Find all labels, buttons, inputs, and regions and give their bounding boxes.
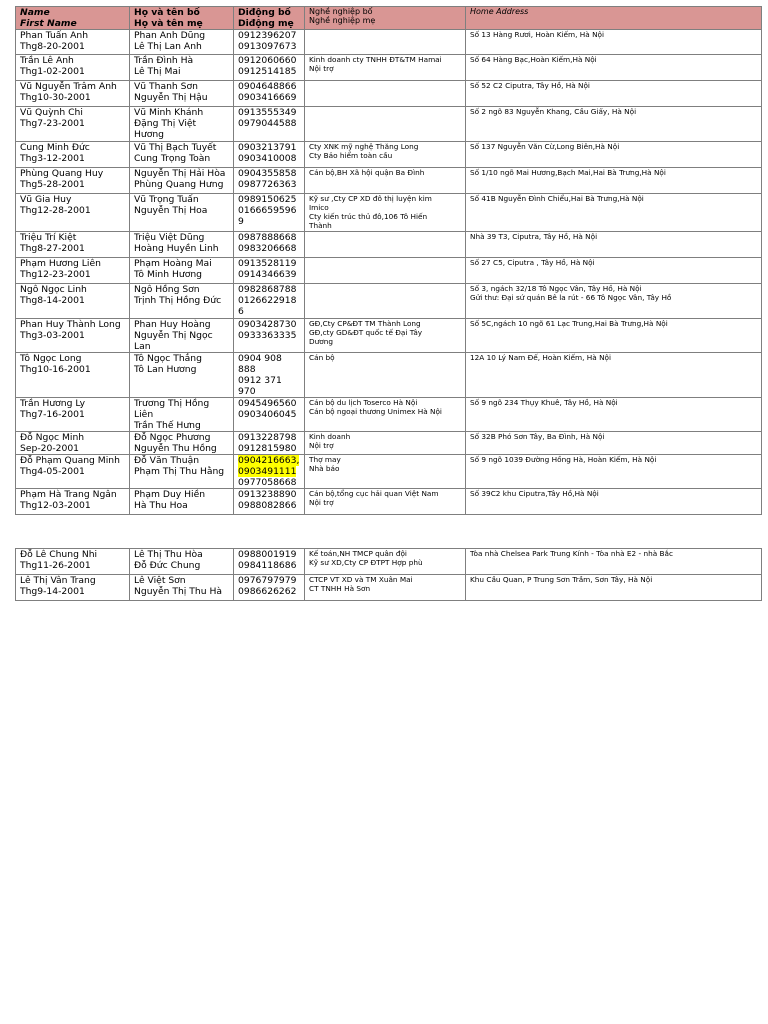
phones-line: 888 xyxy=(238,364,256,375)
phones-line: 0987726363 xyxy=(238,179,297,190)
phones-line: 0984118686 xyxy=(238,560,297,571)
student-cell xyxy=(16,194,130,232)
address-line: Số 2 ngõ 83 Nguyễn Khang, Cầu Giấy, Hà Nội xyxy=(470,107,637,116)
student-cell xyxy=(16,549,130,575)
jobs-cell xyxy=(305,398,466,432)
student-line: Thg9-14-2001 xyxy=(20,586,85,597)
table-row xyxy=(16,319,762,353)
parents-line: Phạm Hoàng Mai xyxy=(134,258,212,269)
phones-line: 0989150625 xyxy=(238,194,297,205)
student-line: Thg12-28-2001 xyxy=(20,205,91,216)
jobs-cell xyxy=(305,81,466,107)
jobs-line: GĐ,cty GD&ĐT quốc tế Đại Tây xyxy=(309,328,423,337)
parents-line: Tô Lan Hương xyxy=(134,364,197,375)
student-cell xyxy=(16,107,130,142)
phones-line: 0979044588 xyxy=(238,118,297,129)
phones-line: 0912815980 xyxy=(238,443,297,454)
jobs-line: Cty Bảo hiểm toàn cầu xyxy=(309,151,393,160)
parents-line: Trịnh Thị Hồng Đức xyxy=(134,295,222,306)
address-line: Số 39C2 khu Ciputra,Tây Hồ,Hà Nội xyxy=(470,489,599,498)
parents-line: Nguyễn Thị Thu Hà xyxy=(134,586,222,597)
parents-line: Ngô Hồng Sơn xyxy=(134,284,200,295)
phones-line: 0912 371 xyxy=(238,375,282,386)
student-line: Thg11-26-2001 xyxy=(20,560,91,571)
jobs-line: Kế toán,NH TMCP quân đội xyxy=(309,549,407,558)
student-cell xyxy=(16,168,130,194)
student-line: Vũ Quỳnh Chi xyxy=(20,107,83,118)
phones-line: 0986626262 xyxy=(238,586,297,597)
parents-line: Phùng Quang Hưng xyxy=(134,179,224,190)
student-line: Thg8-27-2001 xyxy=(20,243,85,254)
phones-cell xyxy=(234,353,305,398)
parents-line: Vũ Thanh Sơn xyxy=(134,81,198,92)
parents-cell xyxy=(130,55,234,81)
phones-line: 0903428730 xyxy=(238,319,297,330)
table-row xyxy=(16,30,762,55)
jobs-line: Nội trợ xyxy=(309,441,334,450)
table-row xyxy=(16,353,762,398)
phones-line: 0903213791 xyxy=(238,142,297,153)
header-student xyxy=(16,7,130,30)
address-line: Số 41B Nguyễn Đình Chiểu,Hai Bà Trưng,Hà Nội xyxy=(470,194,644,203)
student-line: Thg1-02-2001 xyxy=(20,66,85,77)
address-line: Số 1/10 ngõ Mai Hương,Bạch Mai,Hai Bà Trưng,Hà Nội xyxy=(470,168,666,177)
student-line: Sep-20-2001 xyxy=(20,443,80,454)
phones-cell xyxy=(234,168,305,194)
address-cell xyxy=(466,549,762,575)
phones-line: 0904 908 xyxy=(238,353,282,364)
phones-line: 0913555349 xyxy=(238,107,297,118)
jobs-cell xyxy=(305,232,466,258)
student-line: Thg10-30-2001 xyxy=(20,92,91,103)
jobs-line: Cán bộ,tổng cục hải quan Việt Nam xyxy=(309,489,439,498)
jobs-line: Kinh doanh xyxy=(309,432,351,441)
address-line: Gửi thư: Đại sứ quán Bê la rút - 66 Tô Ngọc Vân, Tây Hồ xyxy=(470,293,672,302)
parents-line: Phạm Thị Thu Hằng xyxy=(134,466,225,477)
phones-line: 0903410008 xyxy=(238,153,297,164)
student-line: Vũ Gia Huy xyxy=(20,194,72,205)
student-line: Đỗ Phạm Quang Minh xyxy=(20,455,120,466)
parents-line: Hoàng Huyền Linh xyxy=(134,243,219,254)
phones-line: 0913528119 xyxy=(238,258,297,269)
student-line: Phạm Hà Trang Ngân xyxy=(20,489,117,500)
table-row xyxy=(16,258,762,284)
table-row xyxy=(16,142,762,168)
parents-line: Lê Thị Thu Hòa xyxy=(134,549,203,560)
parents-line: Phan Anh Dũng xyxy=(134,30,206,41)
table-row xyxy=(16,232,762,258)
student-cell xyxy=(16,489,130,515)
address-line: Số 3, ngách 32/18 Tô Ngọc Vân, Tây Hồ, Hà Nội xyxy=(470,284,642,293)
address-cell xyxy=(466,232,762,258)
address-cell xyxy=(466,107,762,142)
jobs-line: Kinh doanh cty TNHH ĐT&TM Hamai xyxy=(309,55,442,64)
address-cell xyxy=(466,432,762,455)
jobs-line: Cty kiến trúc thủ đô,106 Tô Hiến xyxy=(309,212,428,221)
jobs-line: Thợ may xyxy=(309,455,341,464)
highlighted-phone xyxy=(238,466,300,477)
student-line: Trần Lê Anh xyxy=(20,55,74,66)
phones-cell xyxy=(234,432,305,455)
header-row xyxy=(16,7,762,30)
highlighted-phone xyxy=(238,455,300,466)
parents-cell xyxy=(130,258,234,284)
phones-line: 0904355858 xyxy=(238,168,297,179)
address-line: Số 64 Hàng Bạc,Hoàn Kiếm,Hà Nội xyxy=(470,55,597,64)
parents-cell xyxy=(130,353,234,398)
jobs-cell xyxy=(305,319,466,353)
student-line: Thg8-14-2001 xyxy=(20,295,85,306)
phones-line: 0983206668 xyxy=(238,243,297,254)
parents-line: Trương Thị Hồng xyxy=(134,398,210,409)
address-cell xyxy=(466,142,762,168)
jobs-cell xyxy=(305,107,466,142)
parents-line: Trần Đình Hà xyxy=(134,55,194,66)
phones-line: 0988082866 xyxy=(238,500,297,511)
jobs-cell xyxy=(305,30,466,55)
parents-line: Đặng Thị Việt xyxy=(134,118,197,129)
address-line: Số 9 ngõ 1039 Đường Hồng Hà, Hoàn Kiếm, Hà Nội xyxy=(470,455,657,464)
phones-cell xyxy=(234,232,305,258)
phones-cell xyxy=(234,398,305,432)
phones-cell xyxy=(234,455,305,489)
parents-line: Vũ Minh Khánh xyxy=(134,107,204,118)
parents-line: Lê Thị Lan Anh xyxy=(134,41,202,52)
student-line: Ngô Ngọc Linh xyxy=(20,284,87,295)
parents-line: Lê Việt Sơn xyxy=(134,575,186,586)
phones-cell xyxy=(234,319,305,353)
address-line: Tòa nhà Chelsea Park Trung Kính - Tòa nhà E2 - nhà Bắc xyxy=(470,549,673,558)
table-row xyxy=(16,398,762,432)
jobs-line: Nội trợ xyxy=(309,64,334,73)
header-parents xyxy=(130,7,234,30)
parents-line: Hà Thu Hoa xyxy=(134,500,188,511)
student-line: Thg12-23-2001 xyxy=(20,269,91,280)
jobs-cell xyxy=(305,168,466,194)
student-cell xyxy=(16,258,130,284)
header-jobs xyxy=(305,7,466,30)
parents-line: Lê Thị Mai xyxy=(134,66,181,77)
parents-line: Lan xyxy=(134,341,151,352)
jobs-cell xyxy=(305,142,466,168)
parents-line: Nguyễn Thị Ngọc xyxy=(134,330,213,341)
parents-line: Trần Thế Hưng xyxy=(134,420,201,431)
table-row xyxy=(16,549,762,575)
address-cell xyxy=(466,319,762,353)
phones-line: 0914346639 xyxy=(238,269,297,280)
table-row xyxy=(16,455,762,489)
address-cell xyxy=(466,258,762,284)
student-cell xyxy=(16,142,130,168)
jobs-line: Thành xyxy=(309,221,332,230)
student-line: Thg7-16-2001 xyxy=(20,409,85,420)
phones-line: 0904648866 xyxy=(238,81,297,92)
student-cell xyxy=(16,432,130,455)
table-row xyxy=(16,107,762,142)
address-cell xyxy=(466,455,762,489)
parents-line: Đỗ Ngọc Phương xyxy=(134,432,211,443)
parents-line: Đỗ Văn Thuận xyxy=(134,455,200,466)
student-cell xyxy=(16,232,130,258)
phones-cell xyxy=(234,55,305,81)
parents-line: Phan Huy Hoàng xyxy=(134,319,211,330)
jobs-line: Cty XNK mỹ nghệ Thăng Long xyxy=(309,142,419,151)
phones-line: 0987888668 xyxy=(238,232,297,243)
phones-cell xyxy=(234,107,305,142)
address-line: Số 52 C2 Ciputra, Tây Hồ, Hà Nội xyxy=(470,81,590,90)
phones-cell xyxy=(234,575,305,601)
table-row xyxy=(16,55,762,81)
phones-cell xyxy=(234,284,305,319)
parents-line: Tô Minh Hương xyxy=(134,269,203,280)
table-row xyxy=(16,284,762,319)
phones-cell xyxy=(234,30,305,55)
phones-cell xyxy=(234,194,305,232)
parents-line: Vũ Thị Bạch Tuyết xyxy=(134,142,217,153)
address-cell xyxy=(466,55,762,81)
phones-line: 0977058668 xyxy=(238,477,297,488)
jobs-cell xyxy=(305,55,466,81)
address-line: Số 13 Hàng Rươi, Hoàn Kiếm, Hà Nội xyxy=(470,30,605,39)
phones-line: 0904216663, xyxy=(238,455,300,466)
jobs-line: Cán bộ ngoại thương Unimex Hà Nội xyxy=(309,407,442,416)
contact-table xyxy=(15,6,762,515)
phones-line: 0933363335 xyxy=(238,330,297,341)
parents-line: Triệu Việt Dũng xyxy=(134,232,205,243)
student-cell xyxy=(16,30,130,55)
student-cell xyxy=(16,575,130,601)
jobs-line: GĐ,Cty CP&ĐT TM Thành Long xyxy=(309,319,421,328)
parents-cell xyxy=(130,432,234,455)
table-row xyxy=(16,575,762,601)
father-job-label: Nghề nghiệp bố xyxy=(309,7,373,16)
student-line: Phùng Quang Huy xyxy=(20,168,104,179)
parents-line: Vũ Trọng Tuấn xyxy=(134,194,199,205)
student-line: Triệu Trí Kiệt xyxy=(20,232,77,243)
address-cell xyxy=(466,30,762,55)
table-row xyxy=(16,168,762,194)
mother-name-label: Họ và tên mẹ xyxy=(134,18,203,29)
student-line: Vũ Nguyễn Trâm Anh xyxy=(20,81,117,92)
student-cell xyxy=(16,55,130,81)
parents-cell xyxy=(130,575,234,601)
student-line: Thg3-12-2001 xyxy=(20,153,85,164)
jobs-cell xyxy=(305,489,466,515)
parents-cell xyxy=(130,549,234,575)
parents-cell xyxy=(130,284,234,319)
table-row xyxy=(16,81,762,107)
parents-line: Nguyễn Thị Hoa xyxy=(134,205,208,216)
student-line: Tô Ngọc Long xyxy=(20,353,82,364)
parents-line: Nguyễn Thị Hậu xyxy=(134,92,208,103)
parents-line: Phạm Duy Hiền xyxy=(134,489,206,500)
student-cell xyxy=(16,81,130,107)
parents-cell xyxy=(130,142,234,168)
student-line: Cung Minh Đức xyxy=(20,142,90,153)
address-cell xyxy=(466,284,762,319)
student-line: Lê Thị Vân Trang xyxy=(20,575,96,586)
phones-line: 0913228798 xyxy=(238,432,297,443)
phones-line: 0988001919 xyxy=(238,549,297,560)
address-line: Số 5C,ngách 10 ngõ 61 Lạc Trung,Hai Bà Trưng,Hà Nội xyxy=(470,319,668,328)
phones-line: 0166659596 xyxy=(238,205,297,216)
student-cell xyxy=(16,455,130,489)
address-cell xyxy=(466,489,762,515)
phones-line: 0945496560 xyxy=(238,398,297,409)
phones-line: 970 xyxy=(238,386,256,397)
address-cell xyxy=(466,81,762,107)
address-line: Số 32B Phó Sơn Tây, Ba Đình, Hà Nội xyxy=(470,432,605,441)
phones-line: 6 xyxy=(238,306,244,317)
mother-mobile-label: Diđộng mẹ xyxy=(238,18,294,29)
address-line: Khu Cầu Quan, P Trung Sơn Trầm, Sơn Tây, Hà Nội xyxy=(470,575,653,584)
jobs-line: Dương xyxy=(309,337,333,346)
parents-line: Đỗ Đức Chung xyxy=(134,560,201,571)
address-cell xyxy=(466,168,762,194)
student-line: Đỗ Lê Chung Nhi xyxy=(20,549,98,560)
student-cell xyxy=(16,353,130,398)
student-line: Thg7-23-2001 xyxy=(20,118,85,129)
student-line: Thg3-03-2001 xyxy=(20,330,85,341)
address-cell xyxy=(466,353,762,398)
jobs-line: CT TNHH Hà Sơn xyxy=(309,584,371,593)
phones-line: 0903406045 xyxy=(238,409,297,420)
phones-cell xyxy=(234,81,305,107)
address-line: 12A 10 Lý Nam Đế, Hoàn Kiếm, Hà Nội xyxy=(470,353,612,362)
jobs-cell xyxy=(305,549,466,575)
jobs-cell xyxy=(305,455,466,489)
father-mobile-label: Diđộng bố xyxy=(238,7,291,18)
jobs-cell xyxy=(305,258,466,284)
student-line: Phan Huy Thành Long xyxy=(20,319,121,330)
parents-cell xyxy=(130,232,234,258)
phones-line: 9 xyxy=(238,216,244,227)
jobs-line: Kỹ sư ,Cty CP XD đô thị luyện kim xyxy=(309,194,432,203)
address-line: Số 27 C5, Ciputra , Tây Hồ, Hà Nội xyxy=(470,258,595,267)
jobs-cell xyxy=(305,432,466,455)
parents-line: Nguyễn Thị Hải Hòa xyxy=(134,168,226,179)
phones-line: 0912060660 xyxy=(238,55,297,66)
mother-job-label: Nghề nghiệp mẹ xyxy=(309,16,376,25)
phones-cell xyxy=(234,258,305,284)
phones-cell xyxy=(234,142,305,168)
header-mobile xyxy=(234,7,305,30)
student-line: Trần Hương Ly xyxy=(20,398,86,409)
phones-cell xyxy=(234,489,305,515)
student-line: Đỗ Ngọc Minh xyxy=(20,432,85,443)
table-row xyxy=(16,432,762,455)
student-line: Thg5-28-2001 xyxy=(20,179,85,190)
parents-cell xyxy=(130,81,234,107)
jobs-cell xyxy=(305,353,466,398)
home-address-label: Home Address xyxy=(470,7,529,16)
first-name-label: First Name xyxy=(20,18,77,29)
contact-table-extra xyxy=(15,548,762,601)
parents-cell xyxy=(130,168,234,194)
jobs-line: Kỹ sư XD,Cty CP ĐTPT Hợp phù xyxy=(309,558,423,567)
parents-cell xyxy=(130,319,234,353)
parents-cell xyxy=(130,30,234,55)
parents-cell xyxy=(130,489,234,515)
parents-line: Tô Ngọc Thắng xyxy=(134,353,202,364)
address-cell xyxy=(466,398,762,432)
parents-line: Nguyễn Thu Hồng xyxy=(134,443,217,454)
parents-cell xyxy=(130,194,234,232)
student-line: Thg10-16-2001 xyxy=(20,364,91,375)
address-line: Số 9 ngõ 234 Thụy Khuê, Tây Hồ, Hà Nội xyxy=(470,398,618,407)
parents-line: Hương xyxy=(134,129,165,140)
phones-line: 0976797979 xyxy=(238,575,297,586)
student-cell xyxy=(16,398,130,432)
jobs-cell xyxy=(305,194,466,232)
address-line: Nhà 39 T3, Ciputra, Tây Hồ, Hà Nội xyxy=(470,232,598,241)
student-line: Thg8-20-2001 xyxy=(20,41,85,52)
name-label: Name xyxy=(20,7,50,18)
phones-line: 0126622918 xyxy=(238,295,297,306)
jobs-line: Imico xyxy=(309,203,329,212)
student-cell xyxy=(16,319,130,353)
phones-line: 0913097673 xyxy=(238,41,297,52)
phones-cell xyxy=(234,549,305,575)
address-line: Số 137 Nguyễn Văn Cừ,Long Biên,Hà Nội xyxy=(470,142,620,151)
phones-line: 0982868788 xyxy=(238,284,297,295)
student-line: Phan Tuấn Anh xyxy=(20,30,89,41)
jobs-cell xyxy=(305,575,466,601)
jobs-cell xyxy=(305,284,466,319)
student-line: Phạm Hương Liên xyxy=(20,258,101,269)
header-address xyxy=(466,7,762,30)
parents-line: Cung Trọng Toàn xyxy=(134,153,211,164)
jobs-line: CTCP VT XD và TM Xuân Mai xyxy=(309,575,413,584)
parents-cell xyxy=(130,455,234,489)
parents-line: Liên xyxy=(134,409,154,420)
address-cell xyxy=(466,194,762,232)
phones-line: 0912396207 xyxy=(238,30,297,41)
student-line: Thg12-03-2001 xyxy=(20,500,91,511)
phones-line: 0913238890 xyxy=(238,489,297,500)
jobs-line: Cán bộ xyxy=(309,353,335,362)
jobs-line: Cán bộ,BH Xã hội quận Ba Đình xyxy=(309,168,425,177)
father-name-label: Họ và tên bố xyxy=(134,7,200,18)
parents-cell xyxy=(130,107,234,142)
table-row xyxy=(16,194,762,232)
phones-line: 0903491111 xyxy=(238,466,297,477)
student-line: Thg4-05-2001 xyxy=(20,466,85,477)
table-row xyxy=(16,489,762,515)
student-cell xyxy=(16,284,130,319)
phones-line: 0912514185 xyxy=(238,66,297,77)
phones-line: 0903416669 xyxy=(238,92,297,103)
address-cell xyxy=(466,575,762,601)
parents-cell xyxy=(130,398,234,432)
jobs-line: Nội trợ xyxy=(309,498,334,507)
jobs-line: Nhà báo xyxy=(309,464,340,473)
jobs-line: Cán bộ du lịch Toserco Hà Nội xyxy=(309,398,418,407)
